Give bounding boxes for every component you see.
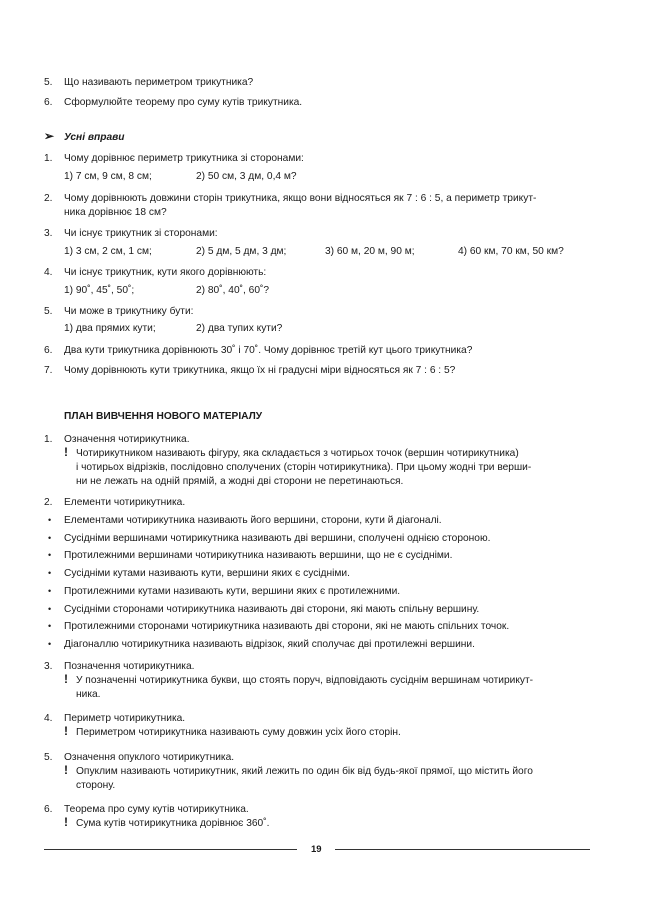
exercise-option: 2) 80˚, 40˚, 60˚? — [196, 285, 270, 296]
plan-title: Означення опуклого чотирикутника. — [64, 752, 235, 763]
plan-title: Елементи чотирикутника. — [64, 497, 186, 508]
question-number: 6. — [44, 97, 53, 108]
exercise-option: 4) 60 км, 70 км, 50 км? — [458, 246, 564, 257]
plan-bullet-text: Сусідніми вершинами чотирикутника називають дві вершини, сполучені однією стороною. — [64, 533, 491, 544]
plan-note: Сума кутів чотирикутника дорівнює 360˚. — [76, 818, 270, 829]
important-icon: ! — [64, 672, 68, 686]
plan-bullet-text: Діагоналлю чотирикутника називають відрізок, який сполучає дві протилежні вершини. — [64, 639, 475, 650]
bullet-icon: • — [48, 639, 52, 649]
exercise-text: Чи існує трикутник, кути якого дорівнюють: — [64, 267, 267, 278]
plan-bullet-text: Протилежними сторонами чотирикутника називають дві сторони, які не мають спільних точок. — [64, 621, 510, 632]
plan-bullet-text: Сусідніми кутами називають кути, вершини яких є сусідніми. — [64, 568, 350, 579]
question-text: Сформулюйте теорему про суму кутів трикутника. — [64, 97, 303, 108]
exercise-option: 1) 90˚, 45˚, 50˚; — [64, 285, 135, 296]
exercise-option: 2) два тупих кути? — [196, 323, 283, 334]
bullet-icon: • — [48, 586, 52, 596]
plan-title: Позначення чотирикутника. — [64, 661, 195, 672]
important-icon: ! — [64, 724, 68, 738]
exercise-text: Чому дорівнює периметр трикутника зі сторонами: — [64, 153, 304, 164]
bullet-icon: • — [48, 604, 52, 614]
plan-note: Опуклим називають чотирикутник, який лежить по один бік від будь-якої прямої, що містить його — [76, 766, 533, 777]
exercise-option: 3) 60 м, 20 м, 90 м; — [325, 246, 415, 257]
section-heading-plan: ПЛАН ВИВЧЕННЯ НОВОГО МАТЕРІАЛУ — [64, 411, 263, 422]
exercise-number: 4. — [44, 267, 53, 278]
plan-number: 4. — [44, 713, 53, 724]
arrow-icon: ➢ — [44, 129, 55, 143]
plan-bullet-text: Елементами чотирикутника називають його вершини, сторони, кути й діагоналі. — [64, 515, 442, 526]
exercise-number: 2. — [44, 193, 53, 204]
bullet-icon: • — [48, 533, 52, 543]
exercise-number: 1. — [44, 153, 53, 164]
exercise-option: 1) 7 см, 9 см, 8 см; — [64, 171, 152, 182]
exercise-text: Два кути трикутника дорівнюють 30˚ і 70˚. Чому дорівнює третій кут цього трикутника? — [64, 345, 473, 356]
page-number: 19 — [311, 844, 322, 855]
exercise-option: 1) 3 см, 2 см, 1 см; — [64, 246, 152, 257]
question-number: 5. — [44, 77, 53, 88]
plan-bullet-text: Сусідніми сторонами чотирикутника називають дві сторони, які мають спільну вершину. — [64, 604, 480, 615]
bullet-icon: • — [48, 568, 52, 578]
plan-note: Чотирикутником називають фігуру, яка складається з чотирьох точок (вершин чотирикутника) — [76, 448, 519, 459]
exercise-option: 1) два прямих кути; — [64, 323, 156, 334]
exercise-text: Чому дорівнюють довжини сторін трикутника, якщо вони відносяться як 7 : 6 : 5, а периметр трикут- — [64, 193, 537, 204]
plan-number: 5. — [44, 752, 53, 763]
plan-note: сторону. — [76, 780, 116, 791]
plan-title: Периметр чотирикутника. — [64, 713, 186, 724]
question-text: Що називають периметром трикутника? — [64, 77, 254, 88]
exercise-text: Чи існує трикутник зі сторонами: — [64, 228, 218, 239]
exercise-number: 6. — [44, 345, 53, 356]
exercise-number: 7. — [44, 365, 53, 376]
exercise-option: 2) 5 дм, 5 дм, 3 дм; — [196, 246, 287, 257]
plan-bullet-text: Протилежними вершинами чотирикутника називають вершини, що не є сусідніми. — [64, 550, 453, 561]
exercise-text: Чому дорівнюють кути трикутника, якщо їх ні градусні міри відносяться як 7 : 6 : 5? — [64, 365, 456, 376]
bullet-icon: • — [48, 621, 52, 631]
important-icon: ! — [64, 763, 68, 777]
plan-bullet-text: Протилежними кутами називають кути, вершини яких є протилежними. — [64, 586, 401, 597]
exercise-option: 2) 50 см, 3 дм, 0,4 м? — [196, 171, 297, 182]
plan-number: 3. — [44, 661, 53, 672]
plan-number: 2. — [44, 497, 53, 508]
exercise-text: Чи може в трикутнику бути: — [64, 306, 194, 317]
bullet-icon: • — [48, 515, 52, 525]
footer-rule-right — [335, 849, 590, 850]
plan-title: Означення чотирикутника. — [64, 434, 190, 445]
footer-rule-left — [44, 849, 297, 850]
plan-note: У позначенні чотирикутника букви, що стоять поруч, відповідають сусіднім вершинам чотирикут- — [76, 675, 534, 686]
plan-number: 6. — [44, 804, 53, 815]
plan-note: і чотирьох відрізків, послідовно сполучених (сторін чотирикутника). При цьому жодні три верши- — [76, 462, 532, 473]
important-icon: ! — [64, 445, 68, 459]
important-icon: ! — [64, 815, 68, 829]
plan-note: ни не лежать на одній прямій, а жодні дві сторони не перетинаються. — [76, 476, 404, 487]
exercise-number: 5. — [44, 306, 53, 317]
plan-number: 1. — [44, 434, 53, 445]
plan-note: Периметром чотирикутника називають суму довжин усіх його сторін. — [76, 727, 401, 738]
exercise-text: ника дорівнює 18 см? — [64, 207, 167, 218]
plan-note: ника. — [76, 689, 101, 700]
exercise-number: 3. — [44, 228, 53, 239]
plan-title: Теорема про суму кутів чотирикутника. — [64, 804, 249, 815]
section-heading-oral: Усні вправи — [64, 132, 125, 143]
bullet-icon: • — [48, 550, 52, 560]
